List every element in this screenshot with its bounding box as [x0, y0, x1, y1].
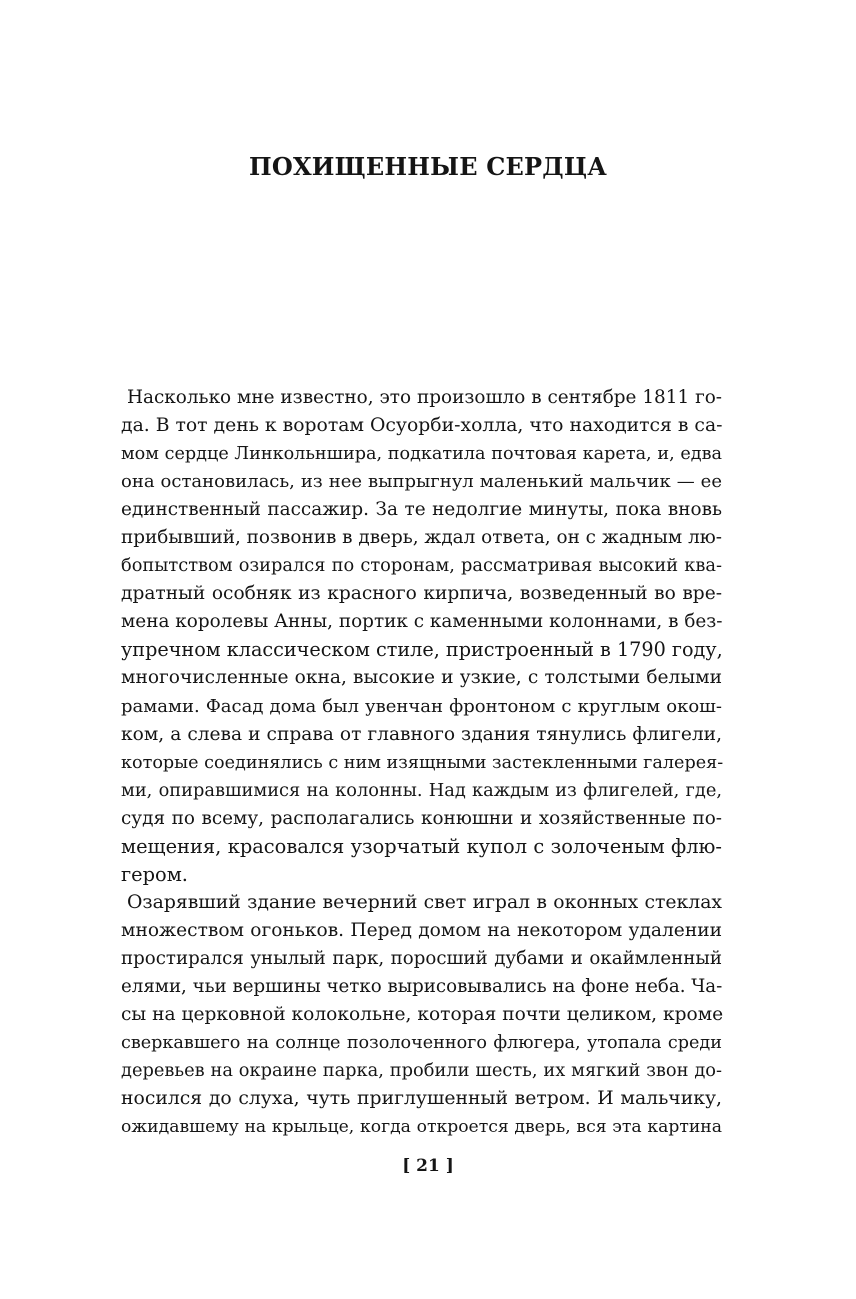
text-line: дратный особняк из красного кирпича, возведенный во вре- [121, 583, 722, 605]
paragraph [121, 889, 722, 1141]
text-line: бопытством озирался по сторонам, рассматривая высокий ква- [121, 555, 722, 577]
text-line: простирался унылый парк, поросший дубами и окаймленный [121, 947, 722, 969]
text-line: мом сердце Линкольншира, подкатила почтовая карета, и, едва [121, 444, 722, 465]
text-line: ожидавшему на крыльце, когда откроется дверь, вся эта картина [121, 1117, 722, 1138]
text-line: Озарявший здание вечерний свет играл в оконных стеклах [127, 891, 722, 913]
text-line: гером. [121, 862, 188, 886]
text-line: сы на церковной колокольне, которая почти целиком, кроме [121, 1004, 724, 1026]
text-line: мена королевы Анны, портик с каменными колоннами, в без- [121, 611, 723, 633]
text-line: прибывший, позвонив в дверь, ждал ответа, он с жадным лю- [121, 527, 722, 549]
text-line: ком, а слева и справа от главного здания тянулись флигели, [121, 723, 722, 745]
text-line: сверкавшего на солнце позолоченного флюгера, утопала среди [121, 1033, 722, 1054]
text-line: многочисленные окна, высокие и узкие, с толстыми белыми [121, 667, 722, 689]
text-line: Насколько мне известно, это произошло в сентябре 1811 го- [127, 387, 722, 408]
text-line: упречном классическом стиле, пристроенный в 1790 году, [121, 638, 723, 662]
text-line: елями, чьи вершины четко вырисовывались на фоне неба. Ча- [121, 975, 723, 997]
text-line: рамами. Фасад дома был увенчан фронтоном с круглым окош- [121, 695, 722, 717]
text-line: да. В тот день к воротам Осуорби-холла, что находится в са- [121, 415, 723, 437]
text-line: она остановилась, из нее выпрыгнул маленький мальчик — ее [121, 471, 722, 493]
paragraph [121, 384, 722, 889]
chapter-title: ПОХИЩЕННЫЕ СЕРДЦА [249, 152, 607, 181]
text-line: носился до слуха, чуть приглушенный ветром. И мальчику, [121, 1088, 722, 1110]
text-line: мещения, красовался узорчатый купол с золоченым флю- [121, 834, 722, 858]
text-line: которые соединялись с ним изящными застекленными галерея- [121, 752, 724, 773]
text-line: судя по всему, располагались конюшни и хозяйственные по- [121, 807, 722, 829]
text-line: деревьев на окраине парка, пробили шесть, их мягкий звон до- [121, 1060, 722, 1082]
text-line: ми, опиравшимися на колонны. Над каждым из флигелей, где, [121, 779, 722, 801]
page-number: [ 21 ] [402, 1156, 454, 1176]
text-line: единственный пассажир. За те недолгие минуты, пока вновь [121, 499, 722, 521]
body-text [121, 384, 722, 1141]
text-line: множеством огоньков. Перед домом на некотором удалении [121, 919, 722, 941]
